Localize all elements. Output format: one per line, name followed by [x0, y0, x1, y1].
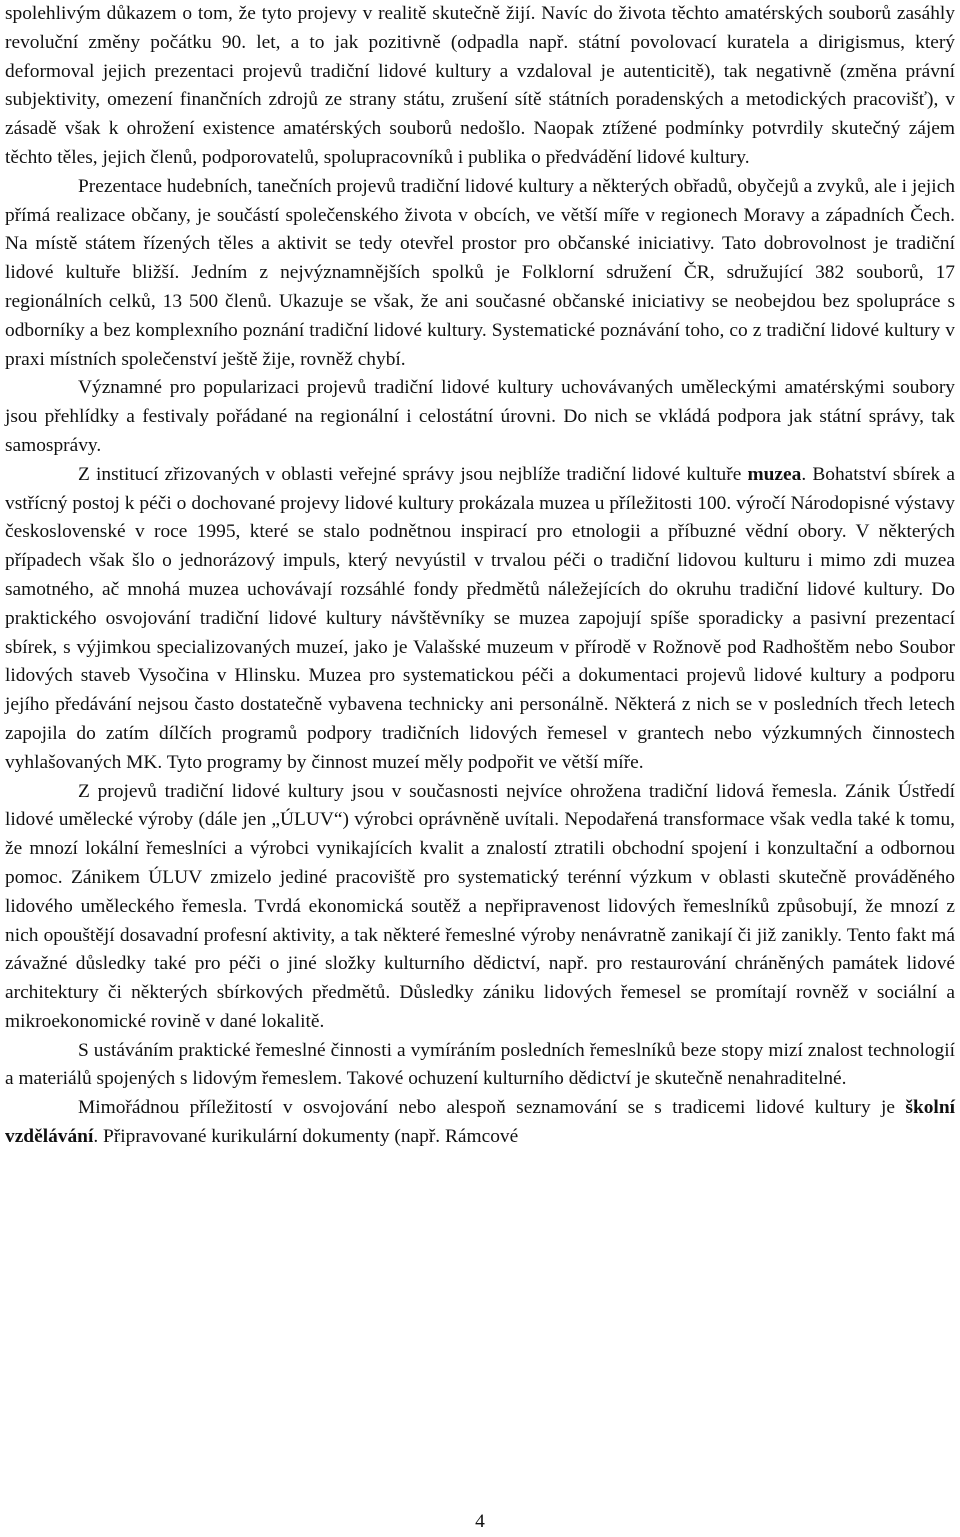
paragraph-6: S ustáváním praktické řemeslné činnosti a vymíráním posledních řemeslníků beze stopy mizí znalost technologií a materiálů spojených s lidovým řemeslem. Takové ochuzení kulturního dědictví je skutečně nenahraditelné. — [5, 1039, 955, 1090]
document-page — [5, 0, 955, 1152]
paragraph-7 — [5, 1094, 955, 1152]
paragraph-4 — [5, 461, 955, 778]
paragraph-7-start: Mimořádnou příležitostí v osvojování nebo alespoň seznamování se s tradicemi lidové kultury je — [78, 1097, 906, 1119]
paragraph-5: Z projevů tradiční lidové kultury jsou v současnosti nejvíce ohrožena tradiční lidová řemesla. Zánik Ústředí lidové umělecké výroby (dále jen „ÚLUV“) výrobci oprávněně uvítali. Nepodařená transformace však vedla také k tomu, že mnozí lokální řemeslníci a výrobci vynikajících kvalit a znalostí ztratili obchodní spojení i konzultační a odbornou pomoc. Zánikem ÚLUV zmizelo jediné pracoviště pro systematický terénní výzkum v oblasti skutečně prováděného lidového uměleckého řemesla. Tvrdá ekonomická soutěž a nepřipravenost lidových řemeslníků způsobují, že mnozí z nich opouštějí dosavadní profesní aktivity, a tak některé řemeslné výroby nenávratně zanikají či již zanikly. Tento fakt má závažné důsledky také pro péči o jiné složky kulturního dědictví, např. pro restaurování chráněných památek lidové architektury či některých sbírkových předmětů. Důsledky zániku lidových řemesel se promítají rovněž v sociální a mikroekonomické rovině v dané lokalitě. — [5, 780, 955, 1032]
paragraph-4-start: Z institucí zřizovaných v oblasti veřejné správy jsou nejblíže tradiční lidové kultuře — [78, 463, 748, 485]
paragraph-3: Významné pro popularizaci projevů tradiční lidové kultury uchovávaných uměleckými amatérskými soubory jsou přehlídky a festivaly pořádané na regionální i celostátní úrovni. Do nich se vkládá podpora jak státní správy, tak samosprávy. — [5, 377, 955, 456]
paragraph-7-rest: . Připravované kurikulární dokumenty (např. Rámcové — [93, 1126, 519, 1148]
paragraph-4-bold-term: muzea — [747, 463, 802, 485]
paragraph-2: Prezentace hudebních, tanečních projevů tradiční lidové kultury a některých obřadů, obyčejů a zvyků, ale i jejich přímá realizace občany, je součástí společenského života v obcích, ve větší míře v regionech Moravy a západních Čech. Na místě státem řízených těles a aktivit se tedy otevřel prostor pro občanské iniciativy. Tato dobrovolnost je tradiční lidové kultuře bližší. Jedním z nejvýznamnějších spolků je Folklorní sdružení ČR, sdružující 382 souborů, 17 regionálních celků, 13 500 členů. Ukazuje se však, že ani současné občanské iniciativy se neobejdou bez spolupráce s odborníky a bez komplexního poznání tradiční lidové kultury. Systematické poznávání toho, co z tradiční lidové kultury v praxi místních společenství ještě žije, rovněž chybí. — [5, 175, 955, 370]
paragraph-4-rest: . Bohatství sbírek a vstřícný postoj k péči o dochované projevy lidové kultury prokázala muzea u příležitosti 100. výročí Národopisné výstavy československé v roce 1995, které se stalo podnětnou inspirací pro etnologii a příbuzné vědní obory. V některých případech však šlo o jednorázový impuls, který nevyústil v trvalou péči o tradiční lidovou kulturu i mimo zdi muzea samotného, ač mnohá muzea uchovávají rozsáhlé fondy předmětů náležejících do okruhu tradiční lidové kultury. Do praktického osvojování tradiční lidové kultury návštěvníky se muzea zapojují spíše sporadicky a pasivní prezentací sbírek, s výjimkou specializovaných muzeí, jako je Valašské muzeum v přírodě v Rožnově pod Radhoštěm nebo Soubor lidových staveb Vysočina v Hlinsku. Muzea pro systematickou péči a dokumentaci projevů lidové kultury a podporu jejího předávání nejsou často dostatečně vybavena technicky ani personálně. Některá z nich se v posledních třech letech zapojila do zatím dílčích programů podpory tradičních lidových řemesel v grantech nebo výzkumných činnostech vyhlašovaných MK. Tyto programy by činnost muzeí měly podpořit ve větší míře. — [5, 463, 955, 773]
paragraph-7-bold-term: školní vzdělávání — [5, 1097, 955, 1148]
paragraph-1: spolehlivým důkazem o tom, že tyto projevy v realitě skutečně žijí. Navíc do života těchto amatérských souborů zasáhly revoluční změny počátku 90. let, a to jak pozitivně (odpadla např. státní povolovací kuratela a dirigismus, který deformoval jejich prezentaci projevů tradiční lidové kultury a vzdaloval je autenticitě), tak negativně (změna právní subjektivity, omezení finančních zdrojů ze strany státu, zrušení sítě státních poradenských a metodických pracovišť), v zásadě však k ohrožení existence amatérských souborů nedošlo. Naopak ztížené podmínky potvrdily skutečný zájem těchto těles, jejich členů, podporovatelů, spolupracovníků i publika o předvádění lidové kultury. — [5, 3, 955, 168]
page-number: 4 — [475, 1511, 485, 1532]
